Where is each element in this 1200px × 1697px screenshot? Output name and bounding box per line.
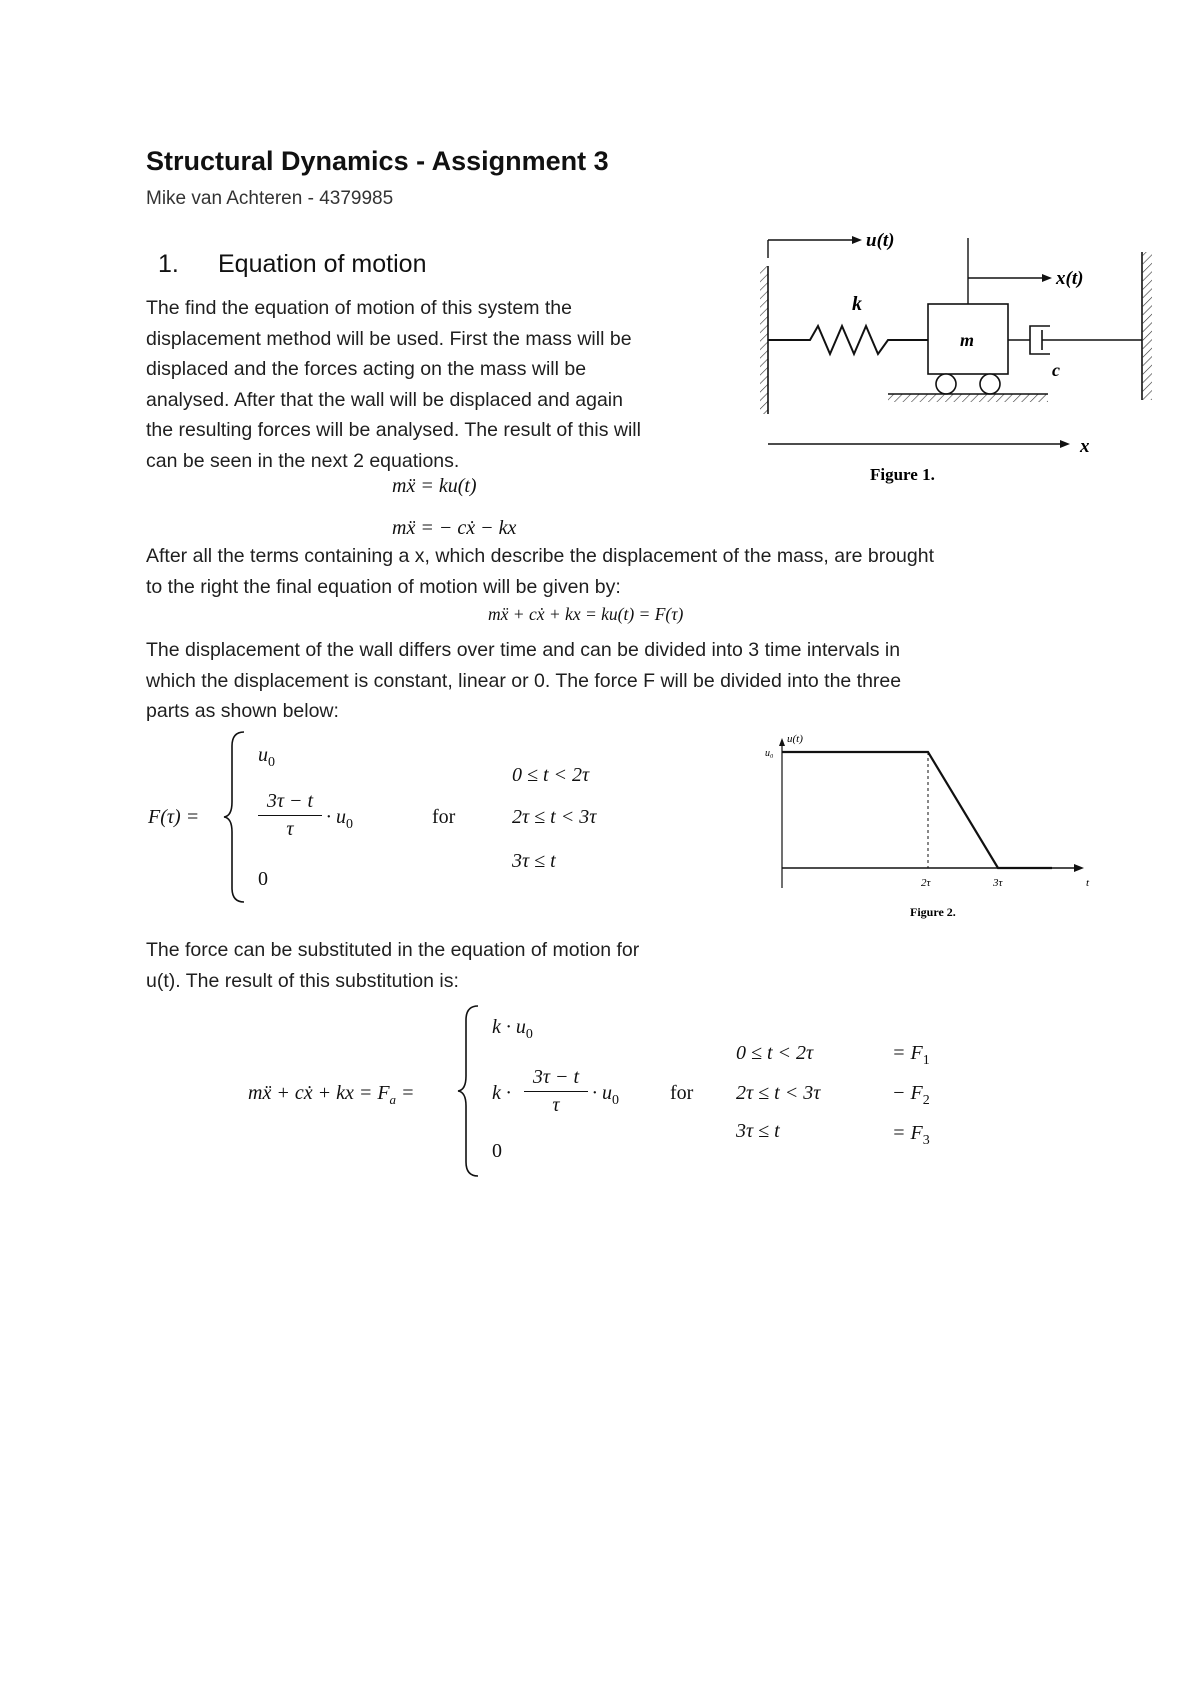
figure-1-diagram bbox=[760, 222, 1180, 492]
case1-symbol: u bbox=[258, 744, 268, 766]
displacement-paragraph bbox=[146, 635, 1046, 727]
sub-case2-tail bbox=[592, 1082, 619, 1109]
fig2-tick-2t: 2τ bbox=[921, 877, 931, 889]
label-m: m bbox=[960, 330, 975, 350]
result-2-subscript: 2 bbox=[922, 1093, 930, 1108]
text-line: analysed. After that the wall will be displaced and again bbox=[146, 388, 623, 411]
sub-condition-2: 2τ ≤ t < 3τ bbox=[736, 1082, 821, 1104]
case1-term bbox=[258, 744, 275, 771]
fig2-tick-3t: 3τ bbox=[993, 877, 1003, 889]
equation-wall: mẍ = ku(t) bbox=[392, 475, 477, 497]
sub-case2-fraction bbox=[524, 1066, 588, 1117]
sub-lhs-subscript: a bbox=[389, 1092, 397, 1107]
result-1-symbol: = F bbox=[892, 1042, 923, 1064]
text-line: which the displacement is constant, linear or 0. The force F will be divided into the three bbox=[146, 669, 902, 692]
fig2-label-ut: u(t) bbox=[787, 733, 803, 745]
text-line: The force can be substituted in the equation of motion for bbox=[146, 939, 640, 961]
after-terms-paragraph bbox=[146, 541, 1086, 602]
case2-subscript: 0 bbox=[346, 817, 353, 832]
case2-denominator: τ bbox=[258, 815, 322, 841]
figure-1-caption: Figure 1. bbox=[870, 465, 935, 484]
ground-hatch bbox=[888, 394, 1048, 402]
label-x: x bbox=[1080, 436, 1090, 457]
condition-1: 0 ≤ t < 2τ bbox=[512, 764, 590, 786]
text-line: displaced and the forces acting on the mass will be bbox=[146, 358, 587, 380]
force-definition-equation bbox=[140, 728, 660, 908]
fig2-displacement-curve bbox=[782, 752, 1052, 868]
case2-numerator: 3τ − t bbox=[266, 790, 314, 812]
section-title: Equation of motion bbox=[218, 250, 427, 278]
author-line: Mike van Achteren - 4379985 bbox=[146, 188, 394, 209]
spring-icon bbox=[768, 326, 928, 354]
equation-mass: mẍ = − cẋ − kx bbox=[392, 517, 517, 539]
intro-paragraph bbox=[146, 293, 726, 476]
text-line: to the right the final equation of motion will be given by: bbox=[146, 575, 621, 598]
label-u: u(t) bbox=[866, 230, 895, 251]
case1-subscript: 0 bbox=[268, 755, 275, 770]
text-line: can be seen in the next 2 equations. bbox=[146, 449, 460, 472]
wheel-right-icon bbox=[980, 374, 1000, 394]
section-number: 1. bbox=[158, 250, 179, 278]
right-wall-hatch bbox=[1142, 252, 1152, 400]
sub-lhs-text: mẍ + cẋ + kx = F bbox=[248, 1082, 390, 1104]
text-line: After all the terms containing a x, which describe the displacement of the mass, are brought bbox=[146, 545, 934, 567]
sub-lhs-equals: = bbox=[401, 1082, 415, 1104]
fig2-x-axis-head-icon bbox=[1074, 864, 1084, 872]
sub-case1-symbol: k · u bbox=[492, 1016, 526, 1038]
fig2-label-t: t bbox=[1086, 877, 1090, 889]
sub-case2-head: k · bbox=[492, 1082, 511, 1104]
result-2-symbol: − F bbox=[892, 1082, 923, 1104]
result-3 bbox=[892, 1122, 930, 1149]
left-brace-icon bbox=[222, 728, 252, 906]
result-2 bbox=[892, 1082, 930, 1109]
sub-for-keyword: for bbox=[670, 1082, 694, 1104]
x-axis-head-icon bbox=[1060, 440, 1070, 448]
sub-case1-subscript: 0 bbox=[525, 1027, 533, 1042]
u-arrow-head-icon bbox=[852, 236, 862, 244]
text-line: u(t). The result of this substitution is: bbox=[146, 969, 459, 992]
sub-case2-subscript: 0 bbox=[612, 1093, 619, 1108]
left-wall-hatch bbox=[760, 266, 768, 414]
x-arrow-head-icon bbox=[1042, 274, 1052, 282]
page-title: Structural Dynamics - Assignment 3 bbox=[146, 146, 609, 176]
label-c: c bbox=[1052, 360, 1060, 380]
case2-tail bbox=[326, 806, 353, 833]
wheel-left-icon bbox=[936, 374, 956, 394]
figure-2-caption: Figure 2. bbox=[910, 905, 956, 919]
sub-case2-denominator: τ bbox=[524, 1091, 588, 1117]
text-line: The find the equation of motion of this system the bbox=[146, 297, 572, 319]
sub-case3-term: 0 bbox=[492, 1140, 502, 1162]
force-lhs: F(τ) = bbox=[148, 806, 200, 828]
case3-term: 0 bbox=[258, 868, 268, 890]
result-3-symbol: = F bbox=[892, 1122, 923, 1144]
case2-tail-symbol: · u bbox=[326, 806, 346, 828]
text-line: displacement method will be used. First the mass will be bbox=[146, 327, 632, 350]
result-3-subscript: 3 bbox=[922, 1133, 930, 1148]
sub-case2-tail-symbol: · u bbox=[592, 1082, 612, 1104]
sub-condition-1: 0 ≤ t < 2τ bbox=[736, 1042, 814, 1064]
fig2-y-axis-head-icon bbox=[779, 738, 785, 746]
label-x-t: x(t) bbox=[1056, 268, 1084, 289]
for-keyword: for bbox=[432, 806, 456, 828]
substitution-paragraph bbox=[146, 935, 746, 996]
result-1-subscript: 1 bbox=[922, 1053, 930, 1068]
text-line: the resulting forces will be analysed. The result of this will bbox=[146, 419, 641, 441]
sub-lhs bbox=[248, 1082, 415, 1108]
label-k: k bbox=[852, 293, 862, 315]
sub-condition-3: 3τ ≤ t bbox=[736, 1120, 780, 1142]
text-line: The displacement of the wall differs over time and can be divided into 3 time intervals in bbox=[146, 639, 901, 661]
figure-2-diagram bbox=[760, 720, 1100, 930]
substituted-equation bbox=[248, 1002, 968, 1182]
text-line: parts as shown below: bbox=[146, 700, 339, 722]
result-1 bbox=[892, 1042, 930, 1069]
sub-case2-numerator: 3τ − t bbox=[532, 1066, 580, 1088]
sub-case1-term bbox=[492, 1016, 533, 1043]
left-brace-icon bbox=[456, 1002, 486, 1180]
fig2-label-u0: u₀ bbox=[765, 748, 774, 759]
condition-2: 2τ ≤ t < 3τ bbox=[512, 806, 597, 828]
condition-3: 3τ ≤ t bbox=[512, 850, 556, 872]
section-heading bbox=[158, 250, 426, 279]
case2-fraction bbox=[258, 790, 322, 841]
equation-of-motion: mẍ + cẋ + kx = ku(t) = F(τ) bbox=[488, 604, 684, 624]
